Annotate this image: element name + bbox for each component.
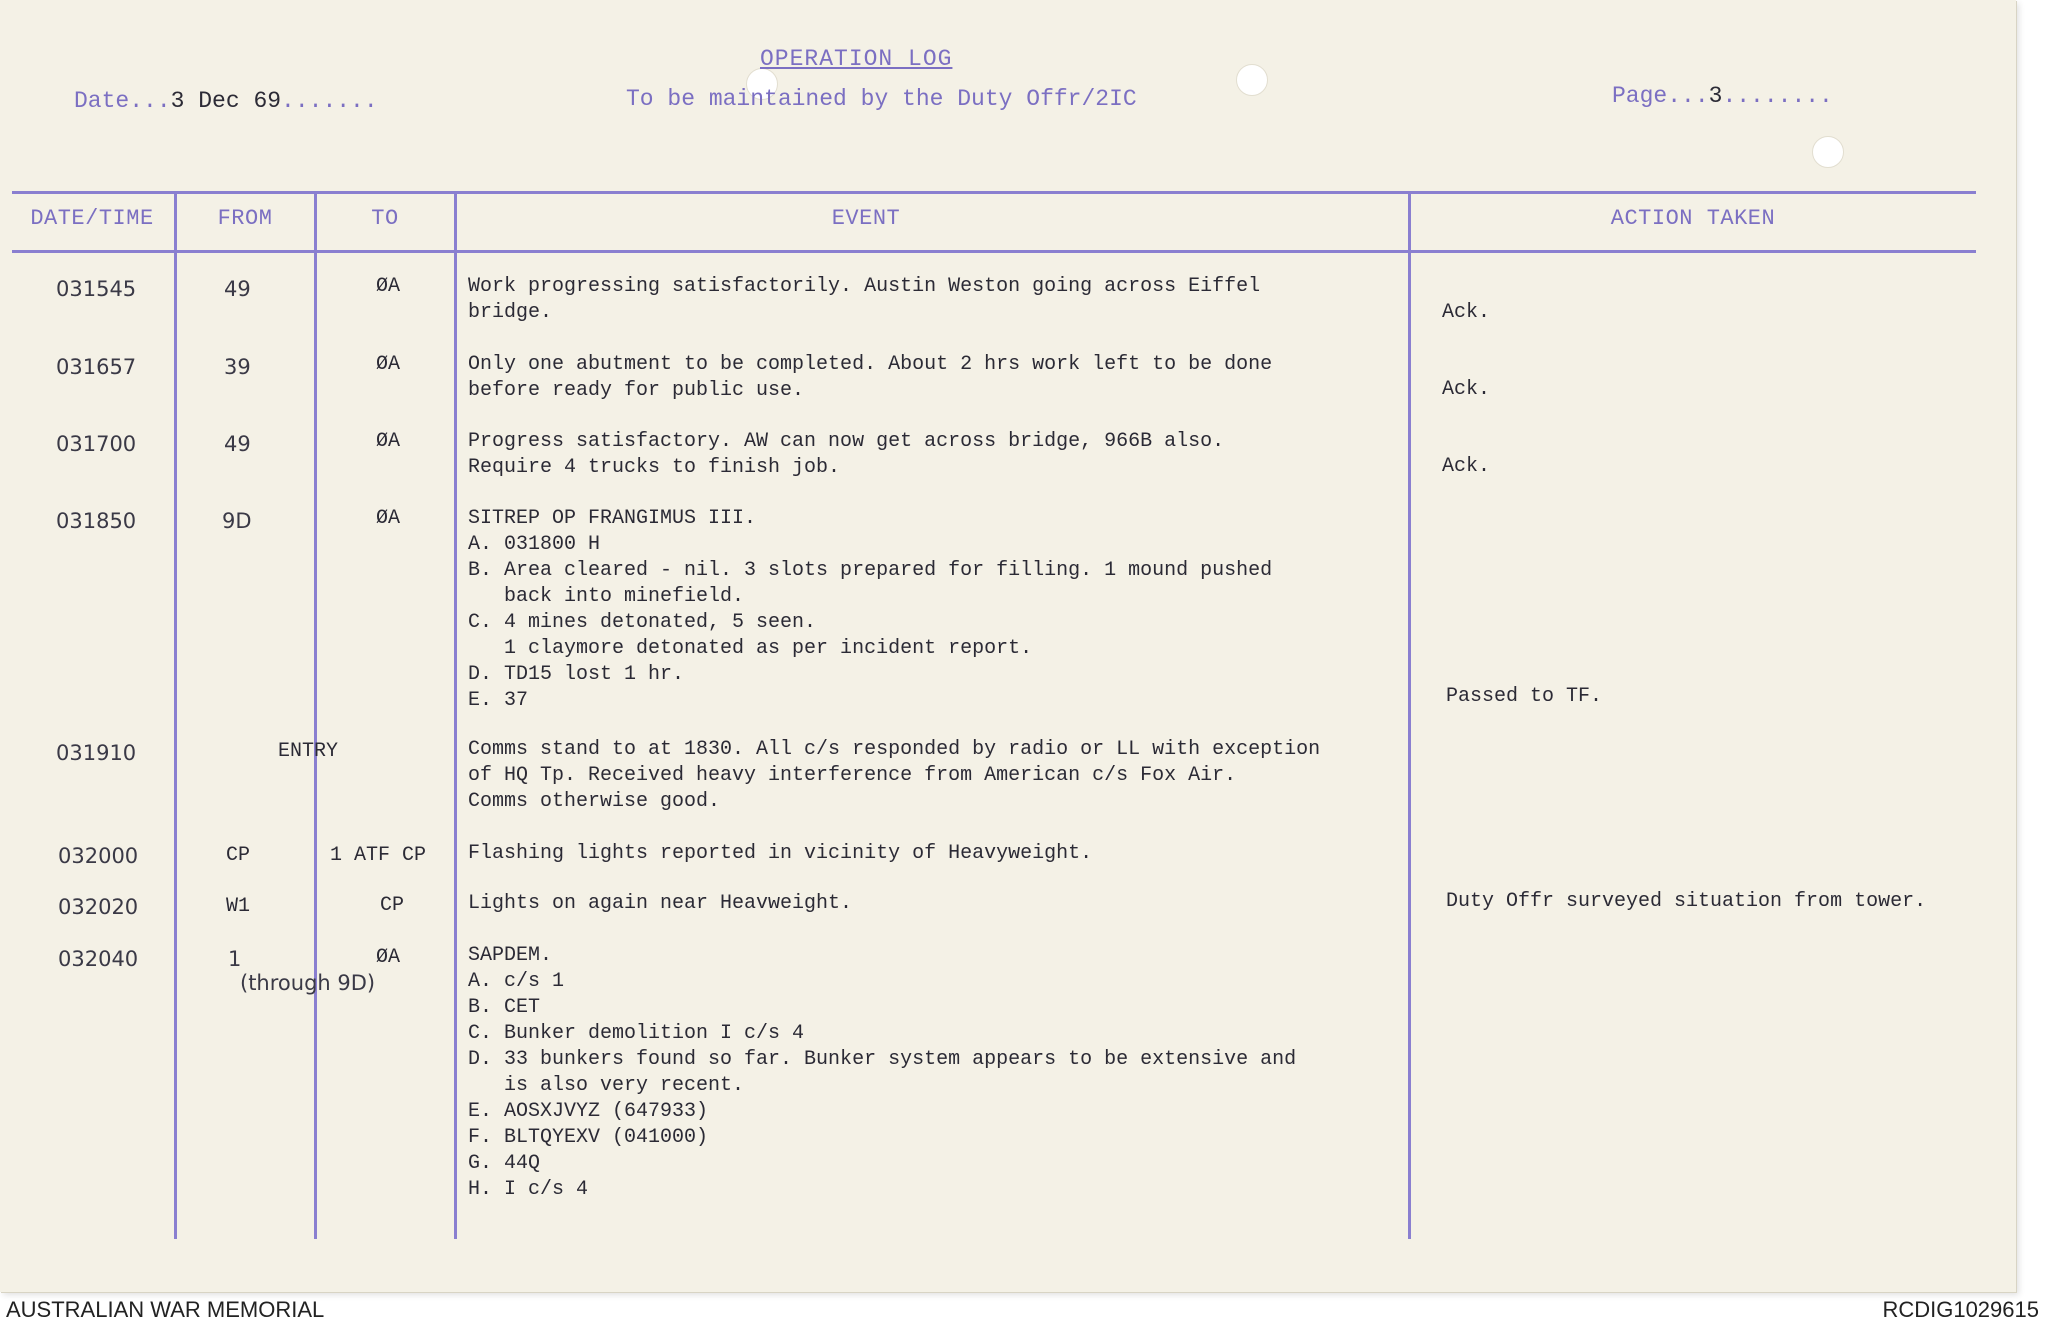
page-subtitle: To be maintained by the Duty Offr/2IC [626, 86, 1137, 112]
table-row-event: Work progressing satisfactorily. Austin Weston going across Eiffel bridge. [468, 275, 1261, 324]
table-row-action: Ack. [1442, 378, 1491, 401]
table-row-from: 9D [222, 509, 252, 533]
page-title: OPERATION LOG [760, 46, 953, 72]
table-row-action: Passed to TF. [1446, 685, 1603, 708]
column-divider [314, 193, 317, 1239]
column-header-to: TO [371, 206, 399, 231]
column-header-from: FROM [217, 206, 273, 231]
table-row-to: ØA [376, 353, 401, 376]
table-row-from: W1 [226, 895, 251, 918]
table-row-to: 1 ATF CP [330, 844, 427, 867]
table-row-datetime: 031850 [56, 509, 137, 533]
table-row-datetime: 031545 [56, 277, 137, 301]
table-row-action: Duty Offr surveyed situation from tower. [1446, 890, 1927, 913]
date-dots: ....... [281, 88, 378, 114]
table-row-action: Ack. [1442, 301, 1491, 324]
table-row-event: Only one abutment to be completed. About 2 hrs work left to be done before ready for public use. [468, 353, 1273, 402]
date-value: 3 Dec 69 [170, 88, 282, 114]
table-row-datetime: 031700 [56, 432, 137, 456]
page-label: Page... [1612, 83, 1709, 109]
table-row-datetime: 032020 [58, 895, 139, 919]
date-label: Date... [74, 88, 171, 114]
date-field [74, 88, 378, 114]
table-row-from: 39 [224, 355, 251, 379]
table-row-event: Comms stand to at 1830. All c/s responded by radio or LL with exception of HQ Tp. Received heavy interference from American c/s Fox Air. Comms otherwise good. [468, 738, 1321, 813]
column-header-action: ACTION TAKEN [1610, 206, 1776, 231]
page-value: 3 [1708, 83, 1723, 109]
table-row-event: SAPDEM. A. c/s 1 B. CET C. Bunker demolition I c/s 4 D. 33 bunkers found so far. Bunker system appears to be extensive and is also very recent. E. AOSXJVYZ (647933) F. BLTQYEXV (041000) G. 44Q H. I c/s 4 [468, 944, 1297, 1201]
table-row-event: Progress satisfactory. AW can now get across bridge, 966B also. Require 4 trucks to finish job. [468, 430, 1225, 479]
page-number-field [1612, 83, 1833, 109]
table-top-rule [12, 191, 1976, 194]
column-divider [1408, 193, 1411, 1239]
table-row-from-note: (through 9D) [240, 971, 376, 995]
table-row-to: ØA [376, 430, 401, 453]
table-row-from: 49 [224, 277, 251, 301]
table-row-event: SITREP OP FRANGIMUS III. A. 031800 H B. Area cleared - nil. 3 slots prepared for filling. 1 mound pushed back into minefield. C. 4 mines detonated, 5 seen. 1 claymore detonated as per incident report. D. TD15 lost 1 hr. E. 37 [468, 507, 1273, 712]
footer-record-id: RCDIG1029615 [1882, 1297, 2039, 1322]
column-header-datetime: DATE/TIME [30, 206, 154, 231]
table-row-from: CP [226, 844, 251, 867]
column-divider [174, 193, 177, 1239]
table-row-from: 49 [224, 432, 251, 456]
table-row-datetime: 032040 [58, 947, 139, 971]
table-row-from: 1 [228, 947, 242, 971]
table-row-datetime: 031910 [56, 741, 137, 765]
table-row-to: ØA [376, 946, 401, 969]
table-row-event: Flashing lights reported in vicinity of Heavyweight. [468, 842, 1093, 865]
table-row-action: Ack. [1442, 455, 1491, 478]
table-row-datetime: 031657 [56, 355, 137, 379]
footer-institution: AUSTRALIAN WAR MEMORIAL [6, 1297, 325, 1322]
table-row-datetime: 032000 [58, 844, 139, 868]
punch-hole [1236, 64, 1268, 96]
page-dots: ........ [1722, 83, 1833, 109]
table-row-to: ØA [376, 507, 401, 530]
table-header-rule [12, 250, 1976, 253]
column-header-event: EVENT [831, 206, 901, 231]
table-row-to: ØA [376, 275, 401, 298]
table-row-to: CP [380, 894, 405, 917]
column-divider [454, 193, 457, 1239]
punch-hole [1812, 136, 1844, 168]
table-row-from: ENTRY [278, 740, 339, 763]
table-row-event: Lights on again near Heavweight. [468, 892, 853, 915]
